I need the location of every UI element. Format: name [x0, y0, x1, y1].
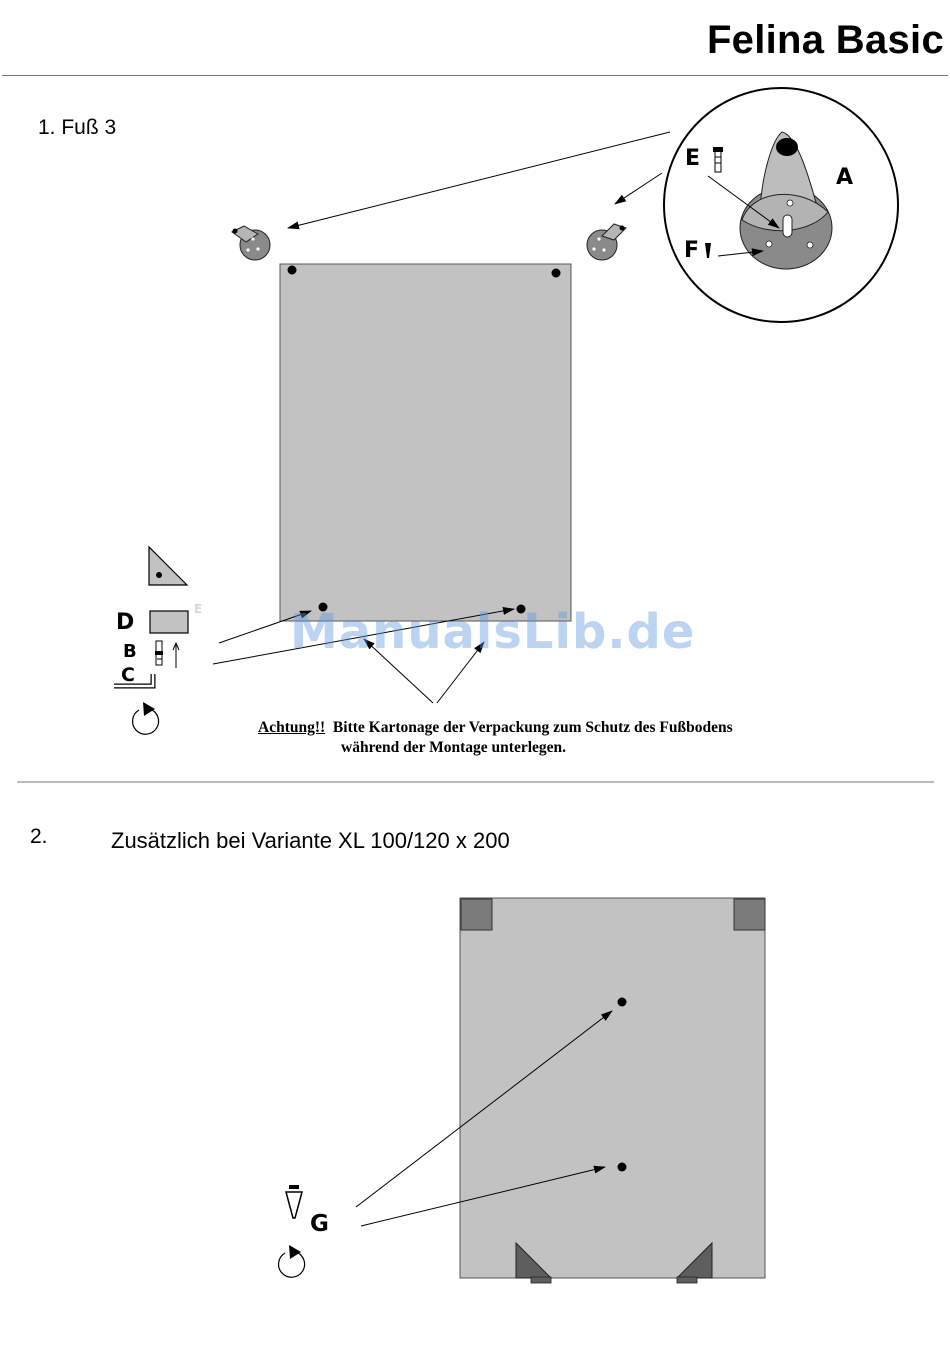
foot-detail-zoom	[664, 88, 898, 322]
corner-block-top-left	[461, 899, 492, 930]
part-letter-e: E	[685, 146, 701, 171]
part-letter-b: B	[123, 641, 137, 662]
page-title: Felina Basic	[706, 18, 944, 62]
part-letter-d: D	[116, 610, 135, 635]
warning-note	[258, 718, 858, 758]
panel-hole-middle-upper	[618, 998, 627, 1007]
rotate-clockwise-icon	[133, 702, 159, 734]
screw-b-icon	[155, 641, 179, 668]
part-letter-c: C	[121, 664, 135, 686]
corner-block-top-right	[734, 899, 765, 930]
part-letter-e-faint: E	[194, 602, 203, 616]
foot-icon	[587, 224, 626, 260]
step1-label: 1. Fuß 3	[38, 116, 117, 139]
panel-hole-middle-lower	[618, 1163, 627, 1172]
panel-hole-top-right	[552, 269, 561, 278]
warning-line1: Bitte Kartonage der Verpackung zum Schutz des Fußbodens	[332, 719, 733, 736]
foot-icon	[232, 226, 270, 260]
base-panel-xl	[460, 898, 765, 1278]
part-letter-g: G	[310, 1211, 329, 1237]
panel-hole-top-left	[288, 266, 297, 275]
part-letter-f: F	[684, 238, 700, 263]
watermark: ManualsLib.de	[290, 604, 696, 660]
glide-g-icon	[286, 1185, 302, 1218]
step2-label: Zusätzlich bei Variante XL 100/120 x 200	[111, 828, 510, 853]
arrow	[288, 132, 670, 228]
part-letter-a: A	[836, 165, 854, 190]
step2-number: 2.	[30, 825, 48, 848]
rotate-clockwise-icon	[279, 1245, 305, 1277]
warning-line2: während der Montage unterlegen.	[341, 739, 567, 756]
block-d-icon	[150, 611, 188, 633]
arrow	[615, 173, 662, 204]
warning-heading: Achtung!!	[258, 719, 326, 736]
base-panel	[280, 264, 571, 621]
triangle-bracket-icon	[149, 547, 187, 585]
